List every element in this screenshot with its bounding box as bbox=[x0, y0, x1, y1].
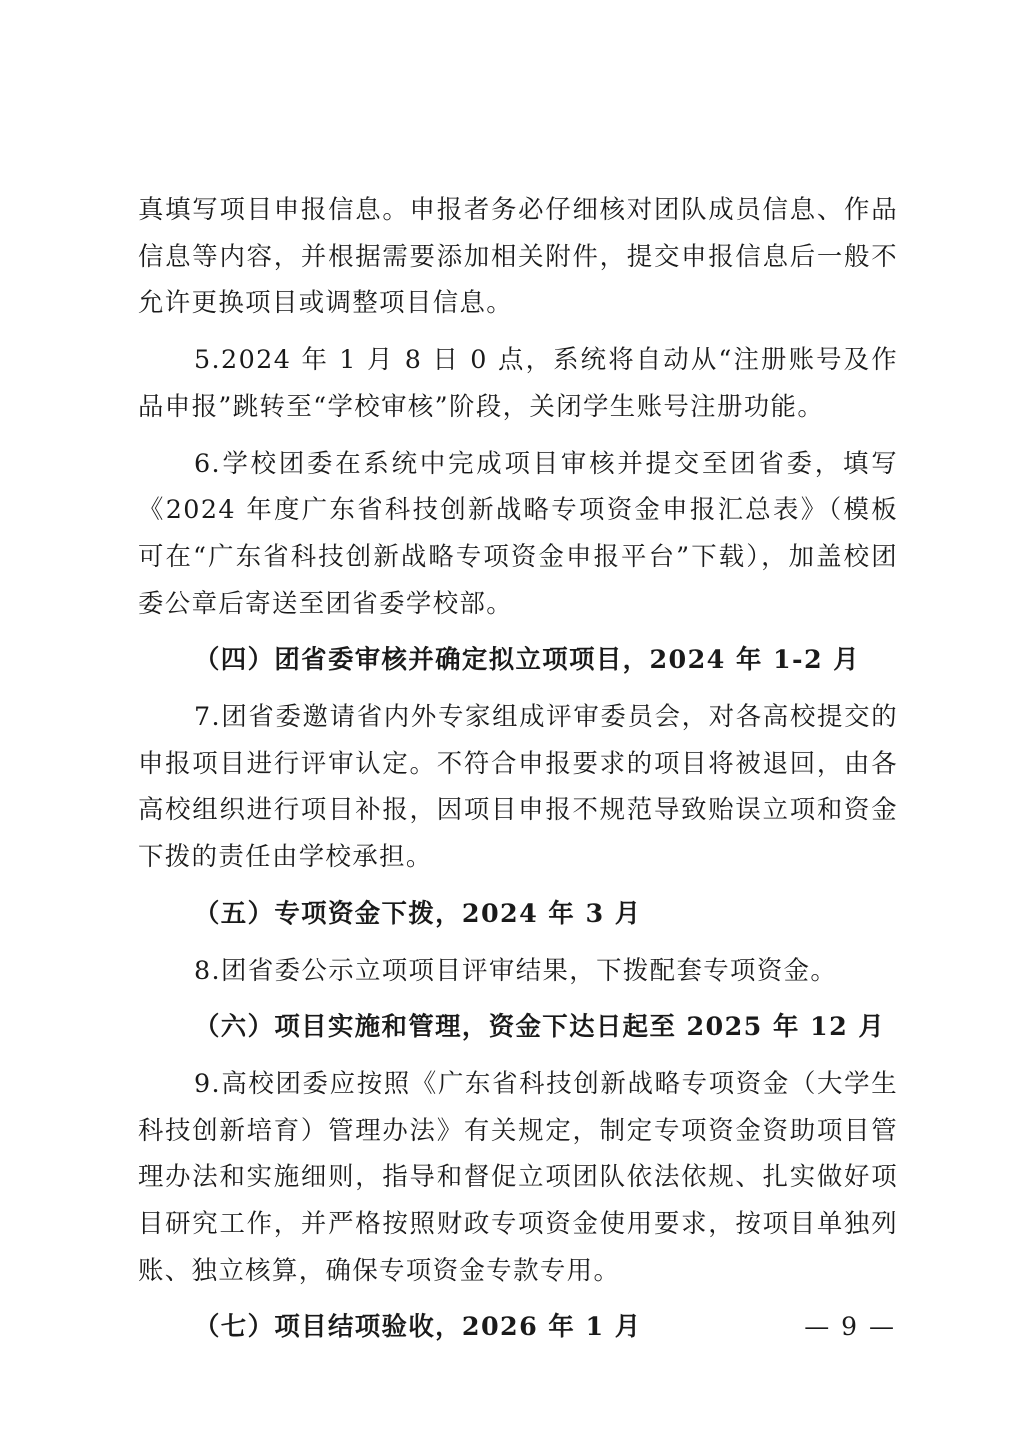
footer-dash-right: — bbox=[869, 1312, 896, 1341]
page-number: 9 bbox=[841, 1312, 860, 1341]
paragraph-item-8: 8.团省委公示立项项目评审结果，下拨配套专项资金。 bbox=[194, 954, 838, 985]
paragraph-item-5: 5.2024 年 1 月 8 日 0 点，系统将自动从“注册账号及作品申报”跳转至“学校审核”阶段，关闭学生账号注册功能。 bbox=[138, 344, 898, 421]
footer-dash-left: — bbox=[804, 1312, 832, 1341]
document-body bbox=[138, 186, 898, 1360]
paragraph-continuation: 真填写项目申报信息。申报者务必仔细核对团队成员信息、作品信息等内容，并根据需要添加相关附件，提交申报信息后一般不允许更换项目或调整项目信息。 bbox=[138, 194, 898, 318]
paragraph-item-9: 9.高校团委应按照《广东省科技创新战略专项资金（大学生科技创新培育）管理办法》有关规定，制定专项资金资助项目管理办法和实施细则，指导和督促立项团队依法依规、扎实做好项目研究工作，并严格按照财政专项资金使用要求，按项目单独列账、独立核算，确保专项资金专款专用。 bbox=[138, 1067, 898, 1285]
section-heading-4: （四）团省委审核并确定拟立项项目，2024 年 1-2 月 bbox=[194, 644, 861, 675]
page-number-footer bbox=[804, 1312, 896, 1341]
section-heading-5: （五）专项资金下拨，2024 年 3 月 bbox=[194, 897, 642, 928]
paragraph-item-6: 6.学校团委在系统中完成项目审核并提交至团省委，填写《2024 年度广东省科技创新战略专项资金申报汇总表》（模板可在“广东省科技创新战略专项资金申报平台”下载），加盖校团委公章后寄送至团省委学校部。 bbox=[138, 447, 898, 618]
section-heading-7: （七）项目结项验收，2026 年 1 月 bbox=[194, 1311, 642, 1342]
section-heading-6: （六）项目实施和管理，资金下达日起至 2025 年 12 月 bbox=[194, 1011, 886, 1042]
paragraph-item-7: 7.团省委邀请省内外专家组成评审委员会，对各高校提交的申报项目进行评审认定。不符合申报要求的项目将被退回，由各高校组织进行项目补报，因项目申报不规范导致贻误立项和资金下拨的责任由学校承担。 bbox=[138, 701, 898, 872]
